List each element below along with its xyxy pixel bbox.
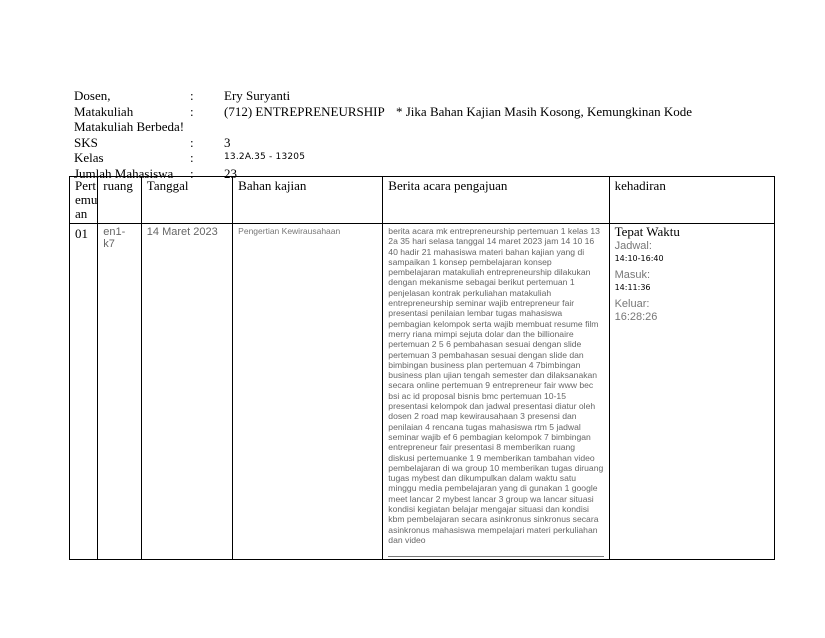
table-row <box>70 224 775 560</box>
header-kehadiran: kehadiran <box>609 177 774 224</box>
dosen-row <box>74 88 774 104</box>
sks-value: 3 <box>224 134 231 150</box>
colon: : <box>190 103 194 119</box>
kelas-value: 13.2A.35 - 13205 <box>224 152 306 162</box>
masuk-label: Masuk: <box>614 268 651 281</box>
berita-acara-text: berita acara mk entrepreneurship pertemuan 1 kelas 13 2a 35 hari selasa tanggal 14 maret 2023 jam 14 10 16 40 hadir 21 mahasiswa materi bahan kajian yang di sampaikan 1 konsep pembelajaran konsep pembelajaran matakuliah entrepreneurship dilakukan dengan mekanisme sebagai berikut pertemuan 1 penjelasan kontrak perkuliahan matakuliah entrepreneurship seminar wajib entrepreneur fair presentasi penilaian lembar tugas mahasiswa pembagian kelompok serta wajib membuat resume film merry riana mimpi sejuta dolar dan the billionaire pertemuan 2 5 6 pembahasan sesuai dengan slide pertemuan 3 pembahasan sesuai dengan slide dan bimbingan business plan pertemuan 4 7bimbingan business plan ujian tengah semester dan dilaksanakan secara online pertemuan 9 entrepreneur fair www bec bsi ac id proposal bisnis bmc pertemuan 10-15 presentasi kelompok dan jadwal presentasi diatur oleh dosen 2 road map kewirausahaan 3 presensi dan penilaian 4 rencana tugas mahasiswa rtm 5 jadwal seminar wajib ef 6 pembagian kelompok 7 bimbingan entrepreneur fair presentasi 8 memberikan ruang diskusi pertemuanke 1 9 memberikan tambahan video pembelajaran di wa group 10 memberikan tugas diruang tugas mybest dan dikumpulkan dalam waktu satu minggu media pembelajaran yang di gunakan 1 google meet lancar 2 mybest lancar 3 group wa lancar situasi kondisi kegiatan belajar mengajar situasi dan kondisi kbm pembelajaran secara asinkronus sinkronus secara asinkronus mahasiswa mempelajari materi perkuliahan dan video <box>388 226 603 557</box>
course-info <box>74 88 774 181</box>
matakuliah-value: (712) ENTREPRENEURSHIP <box>224 103 385 119</box>
colon: : <box>190 165 194 181</box>
jumlah-mahasiswa-label: Jumlah Mahasiswa <box>74 165 174 181</box>
kehadiran-cell <box>609 224 774 560</box>
bahan-kajian-cell: Pengertian Kewirausahaan <box>233 224 383 560</box>
kelas-row <box>74 150 774 166</box>
status-badge: Tepat Waktu <box>614 224 680 239</box>
colon: : <box>190 134 194 150</box>
matakuliah-label: Matakuliah <box>74 103 134 119</box>
header-bahan-kajian: Bahan kajian <box>233 177 383 224</box>
ruang-cell: en1-k7 <box>98 224 142 560</box>
keluar-value: 16:28:26 <box>614 310 658 323</box>
matakuliah-row <box>74 104 774 120</box>
sks-label: SKS <box>74 134 98 150</box>
berita-acara-cell <box>383 224 609 560</box>
bahan-kajian-note-cont: Matakuliah Berbeda! <box>74 119 185 134</box>
jadwal-label: Jadwal: <box>614 239 652 252</box>
dosen-label: Dosen, <box>74 88 111 103</box>
header-tanggal: Tanggal <box>141 177 232 224</box>
jumlah-mahasiswa-value: 23 <box>224 165 237 181</box>
dosen-value: Ery Suryanti <box>224 88 291 103</box>
berita-acara-table <box>69 176 775 560</box>
jadwal-value: 14:10-16:40 <box>614 254 664 264</box>
header-pertemuan: Pert emu an <box>70 177 98 224</box>
kelas-label: Kelas <box>74 150 104 165</box>
colon: : <box>190 150 194 165</box>
colon: : <box>190 88 194 103</box>
tanggal-cell: 14 Maret 2023 <box>141 224 232 560</box>
sks-row <box>74 135 774 151</box>
pertemuan-number: 01 <box>70 224 98 560</box>
header-ruang: ruang <box>98 177 142 224</box>
masuk-value: 14:11:36 <box>614 283 651 293</box>
bahan-kajian-note: * Jika Bahan Kajian Masih Kosong, Kemungkinan Kode <box>396 103 693 119</box>
keluar-label: Keluar: <box>614 297 650 310</box>
table-header-row <box>70 177 775 224</box>
header-berita-acara: Berita acara pengajuan <box>383 177 609 224</box>
note-continuation-row <box>74 119 774 135</box>
